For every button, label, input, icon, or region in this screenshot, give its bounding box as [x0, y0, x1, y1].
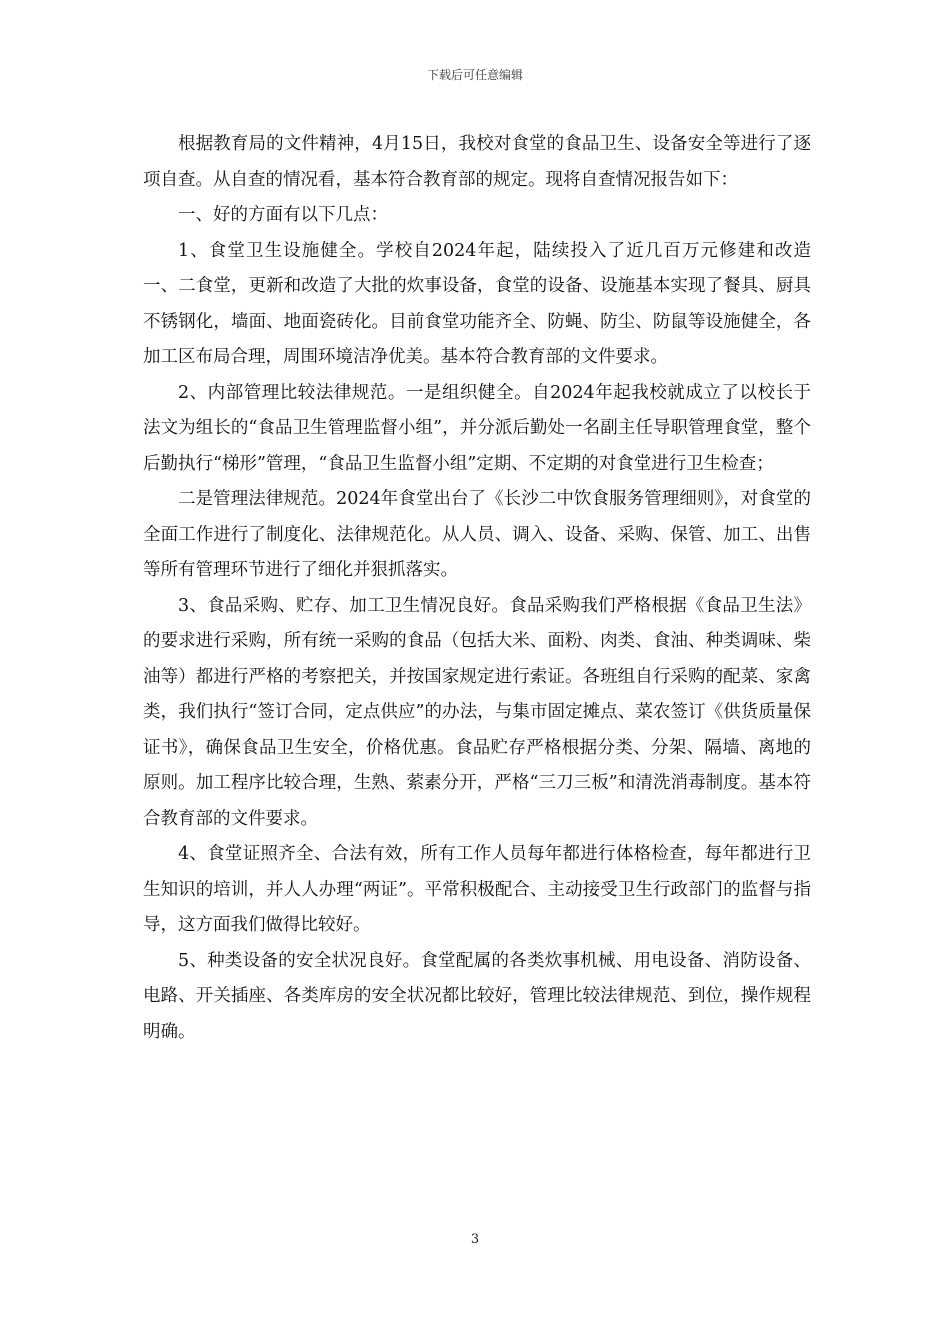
paragraph-item-4: 4、食堂证照齐全、合法有效，所有工作人员每年都进行体格检查，每年都进行卫生知识的培训，并人人办理“两证”。平常积极配合、主动接受卫生行政部门的监督与指导，这方面我们做得比较好。	[143, 844, 811, 935]
paragraph-item-2-continued: 二是管理法律规范。2024年食堂出台了《长沙二中饮食服务管理细则》，对食堂的全面工作进行了制度化、法律规范化。从人员、调入、设备、采购、保管、加工、出售等所有管理环节进行了细化并狠抓落实。	[143, 489, 811, 580]
document-body	[143, 127, 811, 1050]
paragraph-section-heading: 一、好的方面有以下几点：	[178, 205, 388, 225]
paragraph-item-1: 1、食堂卫生设施健全。学校自2024年起，陆续投入了近几百万元修建和改造一、二食堂，更新和改造了大批的炊事设备，食堂的设备、设施基本实现了餐具、厨具不锈钢化，墙面、地面瓷砖化。目前食堂功能齐全、防蝇、防尘、防鼠等设施健全，各加工区布局合理，周围环境洁净优美。基本符合教育部的文件要求。	[143, 240, 811, 367]
paragraph-item-3: 3、食品采购、贮存、加工卫生情况良好。食品采购我们严格根据《食品卫生法》的要求进行采购，所有统一采购的食品（包括大米、面粉、肉类、食油、种类调味、柴油等）都进行严格的考察把关，并按国家规定进行索证。各班组自行采购的配菜、家禽类，我们执行“签订合同，定点供应”的办法，与集市固定摊点、菜农签订《供货质量保证书》，确保食品卫生安全，价格优惠。食品贮存严格根据分类、分架、隔墙、离地的原则。加工程序比较合理，生熟、萦素分开，严格“三刀三板”和清洗消毒制度。基本符合教育部的文件要求。	[143, 595, 811, 829]
page-number: 3	[470, 1232, 480, 1247]
paragraph-intro: 根据教育局的文件精神，4月15日，我校对食堂的食品卫生、设备安全等进行了逐项自查。从自查的情况看，基本符合教育部的规定。现将自查情况报告如下：	[143, 134, 811, 190]
paragraph-item-2: 2、内部管理比较法律规范。一是组织健全。自2024年起我校就成立了以校长于法文为组长的“食品卫生管理监督小组”，并分派后勤处一名副主任导职管理食堂，整个后勤执行“梯形”管理，“食品卫生监督小组”定期、不定期的对食堂进行卫生检查；	[143, 382, 811, 474]
page-header: 下载后可任意编辑	[426, 68, 523, 82]
paragraph-item-5: 5、种类设备的安全状况良好。食堂配属的各类炊事机械、用电设备、消防设备、电路、开关插座、各类库房的安全状况都比较好，管理比较法律规范、到位，操作规程明确。	[143, 950, 811, 1042]
